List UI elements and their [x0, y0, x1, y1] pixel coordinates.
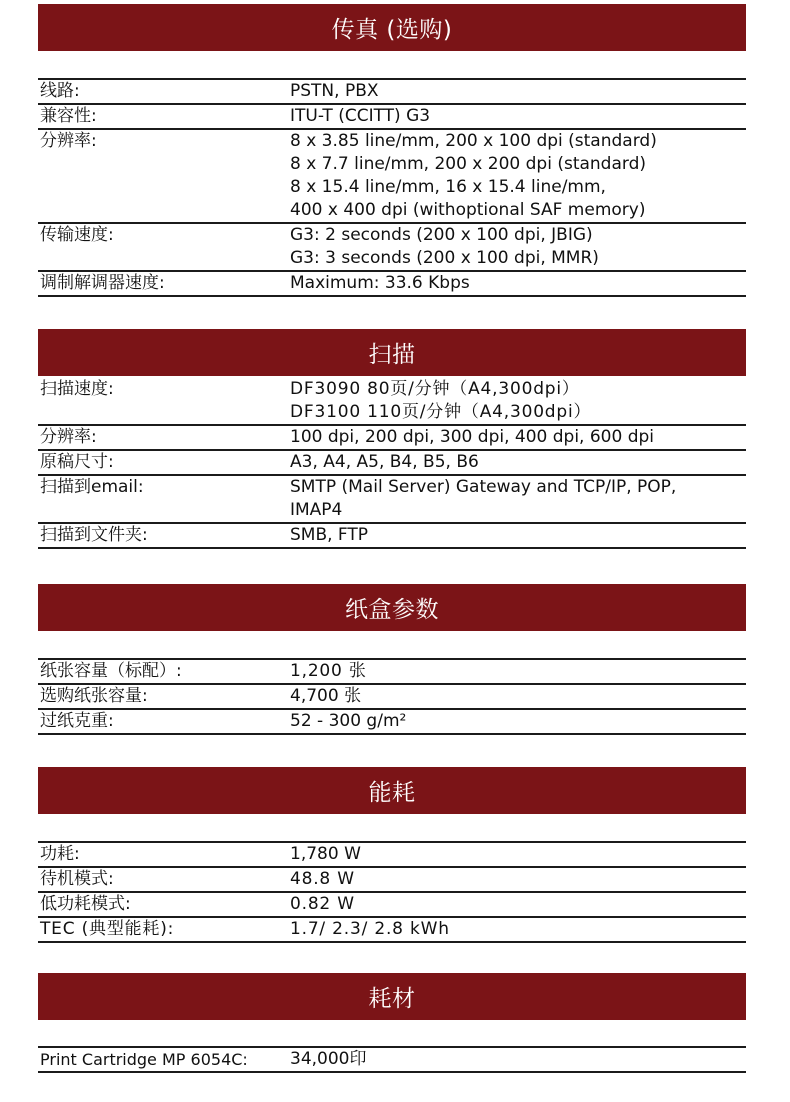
table-row — [38, 1046, 746, 1073]
spec-label: 低功耗模式: — [40, 894, 131, 914]
spec-label: 分辨率: — [40, 131, 97, 151]
spec-value-line: ITU-T (CCITT) G3 — [290, 106, 431, 126]
spec-value — [290, 224, 746, 270]
section-header-supplies — [38, 973, 746, 1020]
table-row — [38, 224, 746, 272]
spec-value — [290, 524, 746, 547]
spec-value — [290, 80, 746, 103]
spec-label: 过纸克重: — [40, 711, 114, 731]
spec-value-line: Maximum: 33.6 Kbps — [290, 273, 470, 293]
section-header-fax — [38, 4, 746, 51]
table-row — [38, 130, 746, 224]
spec-label: 分辨率: — [40, 427, 97, 447]
spec-value — [290, 685, 746, 708]
spec-value-line: G3: 3 seconds (200 x 100 dpi, MMR) — [290, 248, 599, 268]
table-row — [38, 272, 746, 297]
section-header-power — [38, 767, 746, 814]
spec-label: 功耗: — [40, 844, 80, 864]
spec-value — [290, 868, 746, 891]
power-spec-table — [38, 841, 746, 943]
table-row — [38, 868, 746, 893]
spec-label: 纸张容量（标配）: — [40, 661, 182, 681]
spec-label: 传输速度: — [40, 225, 114, 245]
spec-value-line: IMAP4 — [290, 500, 343, 520]
table-row — [38, 658, 746, 685]
spec-value-line: 8 x 7.7 line/mm, 200 x 200 dpi (standard) — [290, 154, 647, 174]
spec-label: 线路: — [40, 81, 80, 101]
spec-value — [290, 378, 746, 424]
spec-value-line: 1,780 W — [290, 844, 361, 864]
table-row — [38, 78, 746, 105]
table-row — [38, 105, 746, 130]
paper-spec-table — [38, 658, 746, 735]
spec-label: 选购纸张容量: — [40, 686, 148, 706]
section-header-scan — [38, 329, 746, 376]
spec-value-line: 1,200 张 — [290, 661, 367, 681]
supplies-spec-table — [38, 1046, 746, 1073]
spec-label: TEC (典型能耗): — [40, 919, 175, 939]
table-row — [38, 893, 746, 918]
spec-value-line: 100 dpi, 200 dpi, 300 dpi, 400 dpi, 600 dpi — [290, 427, 655, 447]
spec-value — [290, 130, 746, 222]
spec-value — [290, 710, 746, 733]
spec-label: Print Cartridge MP 6054C: — [40, 1050, 248, 1069]
spec-value-line: 0.82 W — [290, 894, 355, 914]
spec-value-line: 8 x 15.4 line/mm, 16 x 15.4 line/mm, — [290, 177, 606, 197]
spec-value — [290, 893, 746, 916]
table-row — [38, 710, 746, 735]
spec-value — [290, 660, 746, 683]
scan-spec-table — [38, 378, 746, 549]
spec-value — [290, 272, 746, 295]
spec-value — [290, 451, 746, 474]
table-row — [38, 918, 746, 943]
spec-value-line: A3, A4, A5, B4, B5, B6 — [290, 452, 479, 472]
spec-label: 扫描到email: — [40, 477, 144, 497]
spec-value-line: 48.8 W — [290, 869, 355, 889]
table-row — [38, 451, 746, 476]
spec-value-line: SMTP (Mail Server) Gateway and TCP/IP, POP, — [290, 477, 677, 497]
section-title: 扫描 — [368, 342, 416, 368]
section-title: 耗材 — [368, 986, 416, 1012]
spec-value-line: SMB, FTP — [290, 525, 369, 545]
spec-value-line: 34,000印 — [290, 1049, 367, 1069]
section-title: 传真 (选购) — [331, 17, 453, 43]
section-title: 纸盒参数 — [345, 597, 439, 623]
spec-value-line: 1.7/ 2.3/ 2.8 kWh — [290, 919, 450, 939]
spec-value-line: 400 x 400 dpi (withoptional SAF memory) — [290, 200, 646, 220]
spec-value — [290, 1048, 746, 1071]
spec-value — [290, 426, 746, 449]
spec-label: 扫描速度: — [40, 379, 114, 399]
spec-label: 扫描到文件夹: — [40, 525, 148, 545]
fax-spec-table — [38, 78, 746, 297]
spec-value — [290, 918, 746, 941]
spec-label: 兼容性: — [40, 106, 97, 126]
spec-value-line: PSTN, PBX — [290, 81, 379, 101]
spec-value — [290, 476, 746, 522]
spec-label: 调制解调器速度: — [40, 273, 165, 293]
table-row — [38, 476, 746, 524]
spec-value — [290, 843, 746, 866]
table-row — [38, 426, 746, 451]
section-header-paper — [38, 584, 746, 631]
spec-value-line: 52 - 300 g/m² — [290, 711, 407, 731]
spec-value-line: G3: 2 seconds (200 x 100 dpi, JBIG) — [290, 225, 593, 245]
spec-value-line: 8 x 3.85 line/mm, 200 x 100 dpi (standard) — [290, 131, 657, 151]
table-row — [38, 378, 746, 426]
spec-value — [290, 105, 746, 128]
spec-value-line: DF3100 110页/分钟（A4,300dpi） — [290, 402, 592, 422]
table-row — [38, 685, 746, 710]
table-row — [38, 524, 746, 549]
spec-value-line: 4,700 张 — [290, 686, 362, 706]
section-title: 能耗 — [368, 780, 416, 806]
spec-value-line: DF3090 80页/分钟（A4,300dpi） — [290, 379, 580, 399]
table-row — [38, 841, 746, 868]
spec-label: 原稿尺寸: — [40, 452, 114, 472]
spec-label: 待机模式: — [40, 869, 114, 889]
